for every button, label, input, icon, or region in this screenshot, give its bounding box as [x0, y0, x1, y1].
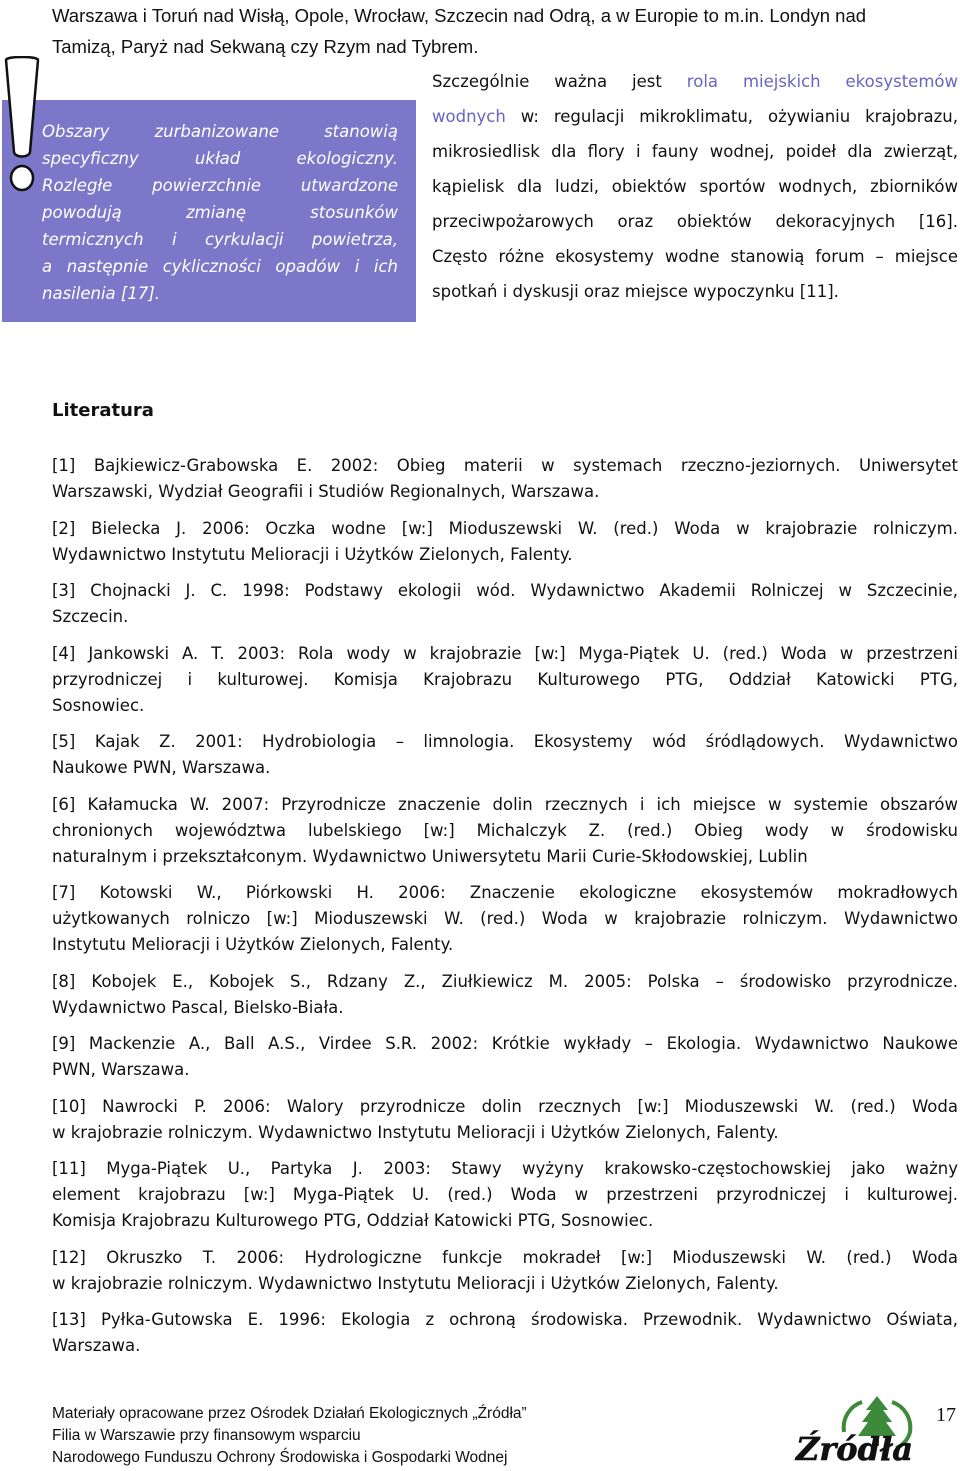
footer [52, 1403, 527, 1469]
intro-line: Tamizą, Paryż nad Sekwaną czy Rzym nad Tybrem. [52, 36, 479, 57]
reference-item [52, 453, 958, 505]
reference-line: [8] Kobojek E., Kobojek S., Rdzany Z., Ziułkiewicz M. 2005: Polska – środowisko przyrodnicze. [52, 971, 958, 991]
reference-line: [11] Myga-Piątek U., Partyka J. 2003: Stawy wyżyny krakowsko-częstochowskiej jako ważny [52, 1159, 958, 1178]
reference-line: PWN, Warszawa. [52, 1060, 190, 1079]
reference-line: Wydawnictwo Pascal, Bielsko-Biała. [52, 997, 344, 1017]
reference-line: [13] Pyłka-Gutowska E. 1996: Ekologia z ochroną środowiska. Przewodnik. Wydawnictwo Oświata, [52, 1310, 958, 1329]
callout-line: Obszary zurbanizowane stanowią [42, 122, 398, 141]
intro-paragraph [52, 0, 960, 62]
paragraph-line: wodnych w: regulacji mikroklimatu, ożywianiu krajobrazu, [432, 107, 958, 126]
paragraph-line: Często różne ekosystemy wodne stanowią forum – miejsce [432, 247, 958, 266]
intro-line: Warszawa i Toruń nad Wisłą, Opole, Wrocław, Szczecin nad Odrą, a w Europie to m.in. Londyn nad [52, 5, 867, 26]
callout-line: powodują zmianę stosunków [42, 203, 398, 222]
reference-item [52, 792, 958, 870]
reference-line: [2] Bielecka J. 2006: Oczka wodne [w:] Mioduszewski W. (red.) Woda w krajobrazie rolniczym. [52, 518, 958, 538]
footer-line: Materiały opracowane przez Ośrodek Działań Ekologicznych „Źródła” [52, 1405, 527, 1422]
paragraph-line: przeciwpożarowych oraz obiektów dekoracyjnych [16]. [432, 212, 958, 231]
reference-line: Szczecin. [52, 607, 129, 626]
zrodla-logo [792, 1392, 922, 1468]
reference-item [52, 1031, 958, 1083]
callout-line: Rozległe powierzchnie utwardzone [42, 176, 398, 195]
reference-item [52, 729, 958, 781]
logo-text: Źródła [796, 1430, 913, 1468]
callout-text [42, 118, 398, 307]
page-number: 17 [936, 1404, 956, 1426]
paragraph-line: kąpielisk dla ludzi, obiektów sportów wodnych, zbiorników [432, 177, 958, 196]
reference-line: [5] Kajak Z. 2001: Hydrobiologia – limnologia. Ekosystemy wód śródlądowych. Wydawnictwo [52, 732, 958, 751]
reference-line: chronionych województwa lubelskiego [w:] Michalczyk Z. (red.) Obieg wody w środowisku [52, 820, 958, 840]
reference-item [52, 578, 958, 630]
reference-line: element krajobrazu [w:] Myga-Piątek U. (red.) Woda w przestrzeni przyrodniczej i kulturowej. [52, 1185, 958, 1204]
paragraph-line: mikrosiedlisk dla flory i fauny wodnej, poideł dla zwierząt, [432, 142, 958, 161]
reference-line: Sosnowiec. [52, 695, 145, 715]
footer-line: Narodowego Funduszu Ochrony Środowiska i Gospodarki Wodnej [52, 1449, 508, 1466]
reference-line: w krajobrazie rolniczym. Wydawnictwo Instytutu Melioracji i Użytków Zielonych, Falenty. [52, 1273, 779, 1293]
footer-line: Filia w Warszawie przy finansowym wsparciu [52, 1427, 361, 1444]
reference-line: Warszawa. [52, 1336, 141, 1355]
reference-line: w krajobrazie rolniczym. Wydawnictwo Instytutu Melioracji i Użytków Zielonych, Falenty. [52, 1122, 779, 1142]
right-column-paragraph [432, 64, 958, 309]
paragraph-line: Szczególnie ważna jest rola miejskich ekosystemów [432, 72, 958, 91]
reference-item [52, 1307, 958, 1359]
reference-line: Warszawski, Wydział Geografii i Studiów Regionalnych, Warszawa. [52, 482, 600, 501]
callout-line: a następnie cykliczności opadów i ich [42, 257, 398, 276]
reference-line: użytkowanych rolniczo [w:] Mioduszewski W. (red.) Woda w krajobrazie rolniczym. Wydawnictwo [52, 909, 958, 928]
reference-item [52, 1245, 958, 1297]
reference-line: [6] Kałamucka W. 2007: Przyrodnicze znaczenie dolin rzecznych i ich miejsce w systemie obszarów [52, 794, 958, 814]
reference-list [52, 453, 958, 1370]
reference-line: Komisja Krajobrazu Kulturowego PTG, Oddział Katowicki PTG, Sosnowiec. [52, 1211, 654, 1230]
callout-line: specyficzny układ ekologiczny. [42, 149, 398, 168]
callout-line: termicznych i cyrkulacji powietrza, [42, 230, 398, 249]
reference-line: [1] Bajkiewicz-Grabowska E. 2002: Obieg materii w systemach rzeczno-jeziornych. Uniwersytet [52, 456, 958, 475]
reference-line: [10] Nawrocki P. 2006: Walory przyrodnicze dolin rzecznych [w:] Mioduszewski W. (red.) Woda [52, 1096, 958, 1116]
reference-line: Naukowe PWN, Warszawa. [52, 758, 271, 777]
reference-item [52, 969, 958, 1021]
reference-item [52, 1156, 958, 1234]
reference-item [52, 641, 958, 719]
highlight-text: wodnych [432, 107, 506, 126]
callout-box [2, 100, 416, 322]
section-heading: Literatura [52, 400, 154, 421]
reference-item [52, 880, 958, 958]
reference-line: naturalnym i przekształconym. Wydawnictwo Uniwersytetu Marii Curie-Skłodowskiej, Lublin [52, 846, 808, 866]
reference-line: [4] Jankowski A. T. 2003: Rola wody w krajobrazie [w:] Myga-Piątek U. (red.) Woda w przestrzeni [52, 643, 958, 663]
reference-line: [12] Okruszko T. 2006: Hydrologiczne funkcje mokradeł [w:] Mioduszewski W. (red.) Woda [52, 1247, 958, 1267]
reference-line: [7] Kotowski W., Piórkowski H. 2006: Znaczenie ekologiczne ekosystemów mokradłowych [52, 883, 958, 902]
exclamation-icon [0, 56, 48, 196]
paragraph-line: spotkań i dyskusji oraz miejsce wypoczynku [11]. [432, 282, 839, 301]
reference-item [52, 1094, 958, 1146]
highlight-text: rola miejskich ekosystemów [686, 72, 958, 91]
callout-line: nasilenia [17]. [42, 284, 160, 303]
reference-line: [3] Chojnacki J. C. 1998: Podstawy ekologii wód. Wydawnictwo Akademii Rolniczej w Szczecinie, [52, 581, 958, 600]
reference-line: [9] Mackenzie A., Ball A.S., Virdee S.R. 2002: Krótkie wykłady – Ekologia. Wydawnictwo Naukowe [52, 1034, 958, 1053]
reference-line: Instytutu Melioracji i Użytków Zielonych, Falenty. [52, 935, 454, 954]
reference-line: Wydawnictwo Instytutu Melioracji i Użytków Zielonych, Falenty. [52, 544, 573, 564]
reference-item [52, 516, 958, 568]
reference-line: przyrodniczej i kulturowej. Komisja Krajobrazu Kulturowego PTG, Oddział Katowicki PTG, [52, 669, 958, 689]
